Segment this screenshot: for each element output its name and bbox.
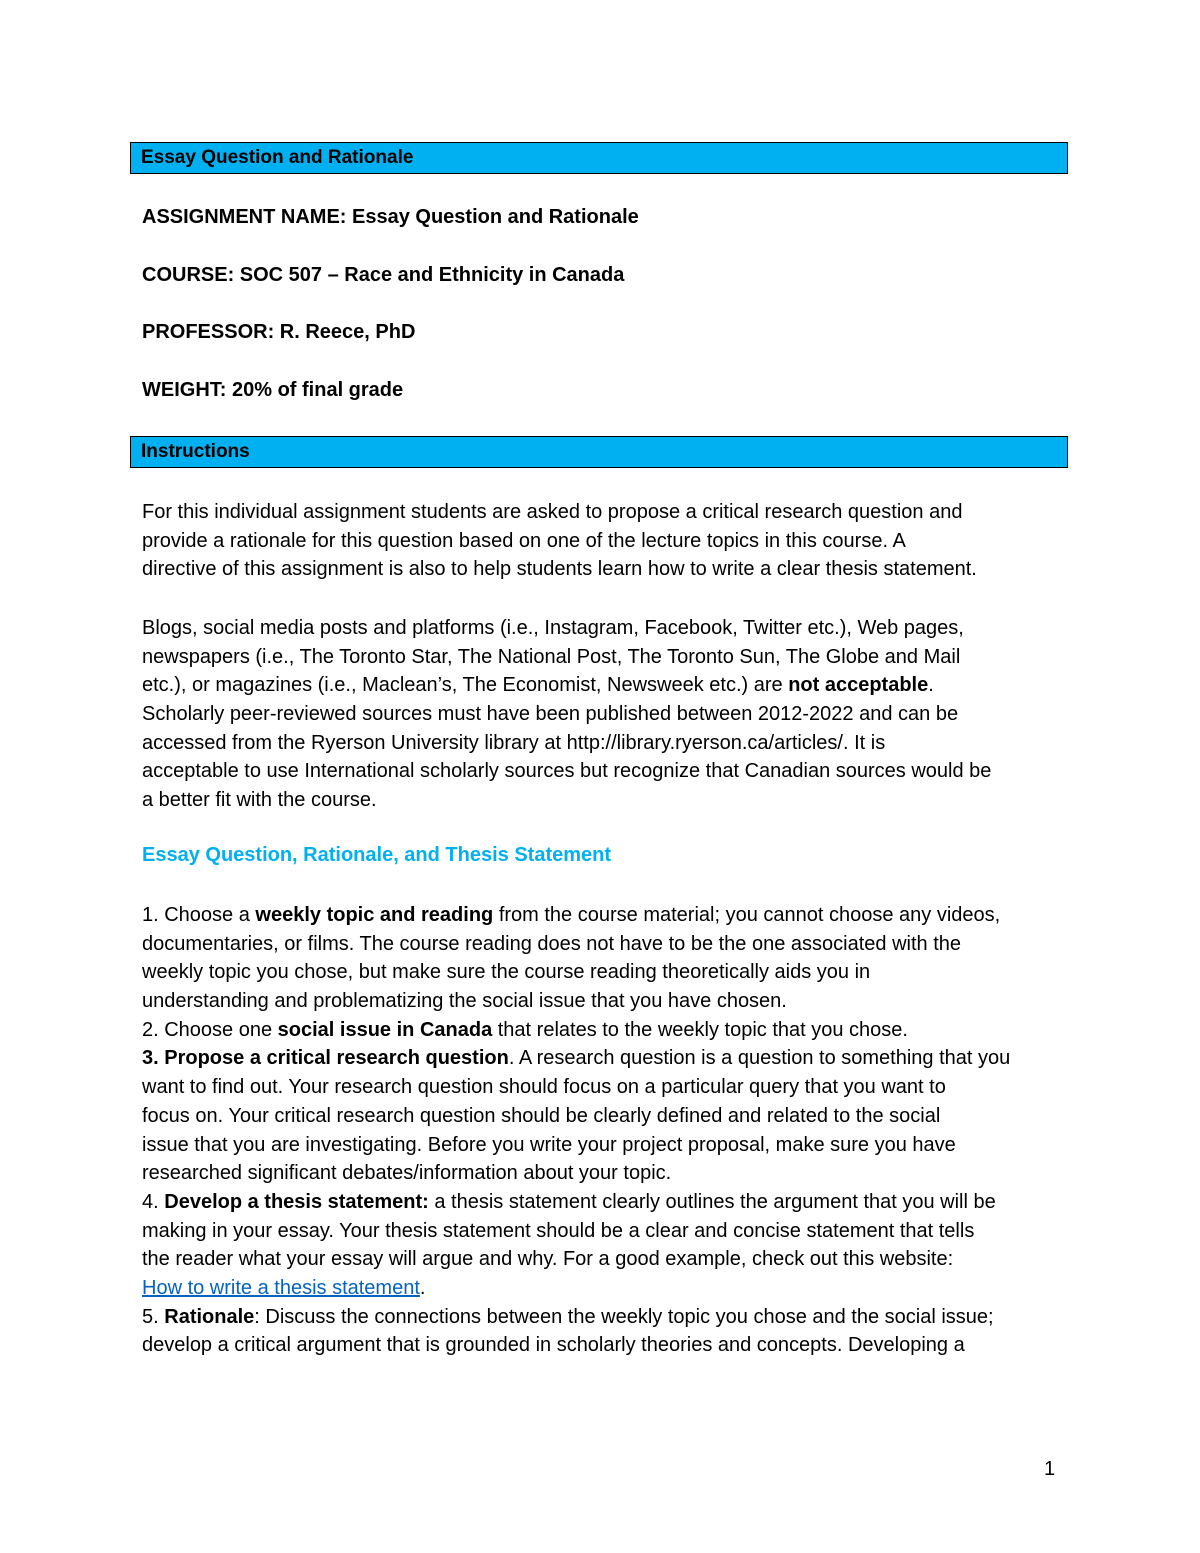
step-text: from the course material; you cannot choose any videos, bbox=[493, 904, 1001, 926]
sources-line: acceptable to use International scholarly sources but recognize that Canadian sources would be bbox=[142, 760, 992, 783]
step-text: : Discuss the connections between the weekly topic you chose and the social issue; bbox=[254, 1305, 994, 1328]
step-2 bbox=[142, 1016, 1072, 1045]
not-acceptable-emphasis: not acceptable bbox=[788, 674, 929, 697]
step-text: . A research question is a question to something that you bbox=[508, 1047, 1011, 1070]
sources-line: newspapers (i.e., The Toronto Star, The National Post, The Toronto Sun, The Globe and Mail bbox=[142, 645, 961, 668]
sources-line: Scholarly peer-reviewed sources must have been published between 2012-2022 and can be bbox=[142, 703, 959, 726]
step-emphasis: Rationale bbox=[164, 1305, 255, 1328]
step-1-line: documentaries, or films. The course reading does not have to be the one associated with the bbox=[142, 932, 962, 955]
assignment-name: ASSIGNMENT NAME: Essay Question and Rationale bbox=[142, 206, 639, 228]
intro-line: For this individual assignment students are asked to propose a critical research question and bbox=[142, 501, 963, 523]
step-4-link-line bbox=[142, 1274, 1072, 1303]
step-3 bbox=[142, 1044, 1072, 1073]
sources-line: Blogs, social media posts and platforms (i.e., Instagram, Facebook, Twitter etc.), Web pages, bbox=[142, 617, 964, 639]
step-emphasis: 3. Propose a critical research question bbox=[142, 1047, 509, 1070]
step-text: 1. Choose a bbox=[142, 904, 256, 926]
step-emphasis: weekly topic and reading bbox=[255, 904, 494, 926]
step-3-line: focus on. Your critical research question should be clearly defined and related to the social bbox=[142, 1104, 941, 1127]
step-text: 5. bbox=[142, 1305, 165, 1328]
step-3-line: issue that you are investigating. Before you write your project proposal, make sure you have bbox=[142, 1133, 956, 1156]
step-text: a thesis statement clearly outlines the argument that you will be bbox=[428, 1190, 996, 1213]
step-4-line: the reader what your essay will argue and why. For a good example, check out this website: bbox=[142, 1248, 954, 1271]
step-emphasis: social issue in Canada bbox=[277, 1018, 493, 1041]
step-3-line: researched significant debates/information about your topic. bbox=[142, 1162, 672, 1185]
steps-list bbox=[142, 901, 1072, 1360]
sources-text: etc.), or magazines (i.e., Maclean’s, The Economist, Newsweek etc.) are bbox=[142, 674, 789, 697]
intro-line: directive of this assignment is also to help students learn how to write a clear thesis statement. bbox=[142, 558, 977, 581]
step-4 bbox=[142, 1188, 1072, 1217]
intro-line: provide a rationale for this question based on one of the lecture topics in this course. A bbox=[142, 529, 906, 552]
step-5-line: develop a critical argument that is grounded in scholarly theories and concepts. Developing a bbox=[142, 1334, 965, 1357]
sources-paragraph bbox=[142, 614, 1072, 815]
weight-line: WEIGHT: 20% of final grade bbox=[142, 379, 404, 401]
step-1-line: weekly topic you chose, but make sure the course reading theoretically aids you in bbox=[142, 961, 871, 984]
thesis-statement-link[interactable]: How to write a thesis statement bbox=[142, 1276, 420, 1299]
section-header-essay-question: Essay Question and Rationale bbox=[130, 142, 1068, 174]
course-line: COURSE: SOC 507 – Race and Ethnicity in Canada bbox=[142, 264, 625, 286]
step-3-line: want to find out. Your research question should focus on a particular query that you want to bbox=[142, 1076, 946, 1099]
step-text: that relates to the weekly topic that you chose. bbox=[492, 1018, 908, 1041]
sources-line: a better fit with the course. bbox=[142, 789, 377, 812]
step-emphasis: Develop a thesis statement: bbox=[164, 1190, 429, 1213]
subheading-essay-question: Essay Question, Rationale, and Thesis Statement bbox=[142, 844, 612, 866]
step-1-line: understanding and problematizing the social issue that you have chosen. bbox=[142, 990, 787, 1013]
professor-line: PROFESSOR: R. Reece, PhD bbox=[142, 321, 416, 343]
page-number: 1 bbox=[1044, 1458, 1056, 1480]
intro-paragraph bbox=[142, 498, 1072, 584]
step-text: . bbox=[419, 1276, 426, 1299]
step-1 bbox=[142, 901, 1072, 930]
sources-line bbox=[142, 671, 1072, 700]
step-5 bbox=[142, 1303, 1072, 1332]
step-text: 2. Choose one bbox=[142, 1018, 278, 1041]
step-text: 4. bbox=[142, 1190, 165, 1213]
sources-text: . bbox=[928, 674, 934, 697]
step-4-line: making in your essay. Your thesis statement should be a clear and concise statement that tells bbox=[142, 1219, 975, 1242]
section-header-instructions: Instructions bbox=[130, 436, 1068, 468]
sources-line: accessed from the Ryerson University library at http://library.ryerson.ca/articles/. It is bbox=[142, 731, 886, 754]
